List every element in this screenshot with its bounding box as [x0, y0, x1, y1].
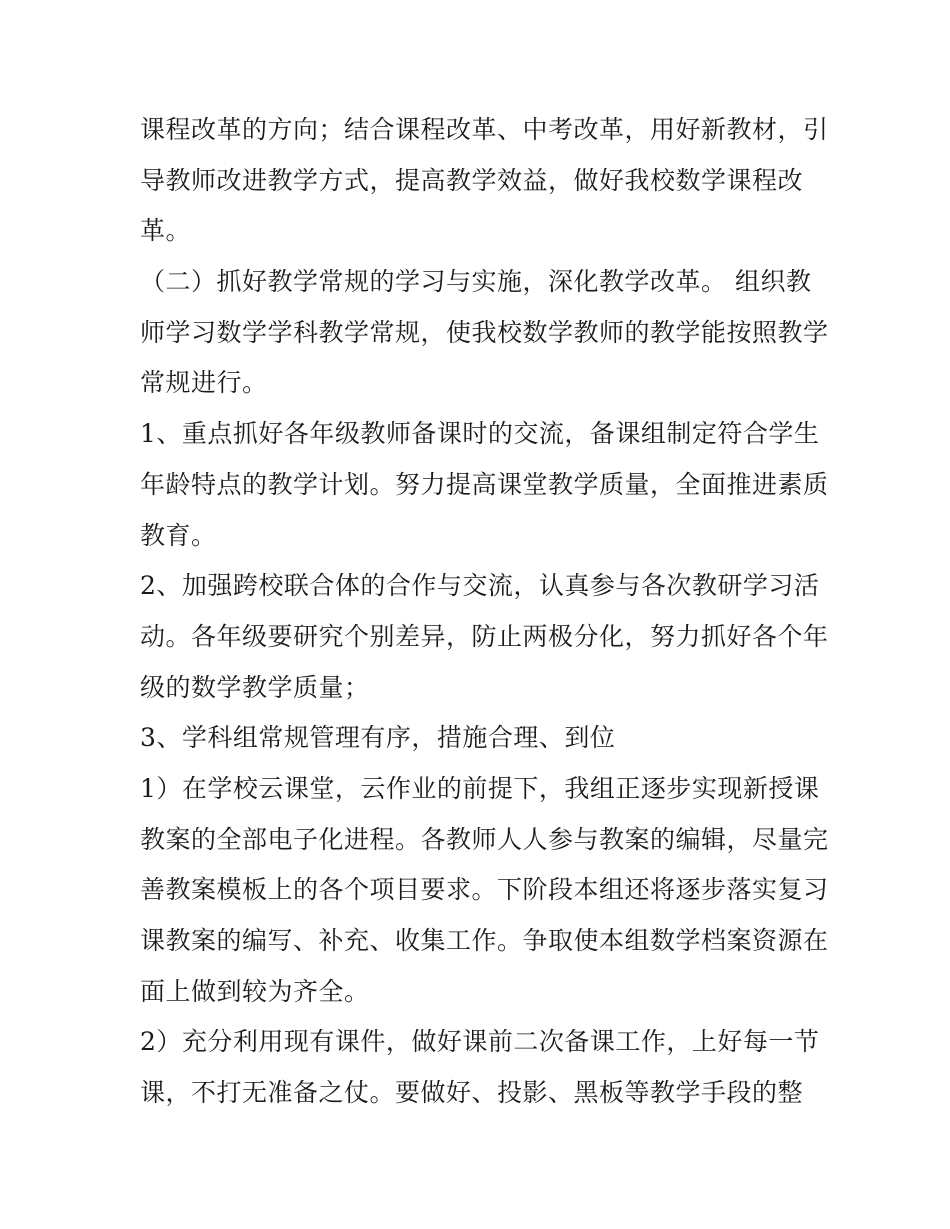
text-line: 2、加强跨校联合体的合作与交流，认真参与各次教研学习活 [140, 571, 820, 601]
text-line: 课教案的编写、补充、收集工作。争取使本组数学档案资源在 [140, 926, 829, 955]
text-line: 导教师改进教学方式，提高教学效益，做好我校数学课程改 [140, 165, 804, 195]
text-line: 1、重点抓好各年级教师备课时的交流，备课组制定符合学生 [140, 419, 820, 449]
text-line: 面上做到较为齐全。 [140, 976, 370, 1006]
text-line: 课，不打无准备之仗。要做好、投影、黑板等教学手段的整 [140, 1078, 804, 1108]
text-line: 1）在学校云课堂，云作业的前提下，我组正逐步实现新授课 [140, 773, 820, 803]
text-line: 级的数学教学质量； [140, 672, 370, 702]
text-line: （二）抓好教学常规的学习与实施，深化教学改革。 组织教 [140, 267, 812, 297]
document-body [140, 105, 829, 1119]
text-line: 3、学科组常规管理有序，措施合理、到位 [140, 723, 616, 753]
text-line: 常规进行。 [140, 368, 268, 398]
text-line: 教育。 [140, 520, 217, 550]
text-line: 课程改革的方向；结合课程改革、中考改革，用好新教材，引 [140, 115, 829, 144]
text-line: 革。 [140, 216, 192, 246]
text-line: 教案的全部电子化进程。各教师人人参与教案的编辑，尽量完 [140, 824, 829, 854]
text-line: 师学习数学学科教学常规，使我校数学教师的教学能按照教学 [140, 317, 829, 347]
text-line: 善教案模板上的各个项目要求。下阶段本组还将逐步落实复习 [140, 875, 829, 905]
text-line: 动。各年级要研究个别差异，防止两极分化，努力抓好各个年 [140, 621, 829, 651]
text-line: 2）充分利用现有课件，做好课前二次备课工作，上好每一节 [140, 1027, 820, 1057]
text-line: 年龄特点的教学计划。努力提高课堂教学质量，全面推进素质 [140, 469, 829, 499]
